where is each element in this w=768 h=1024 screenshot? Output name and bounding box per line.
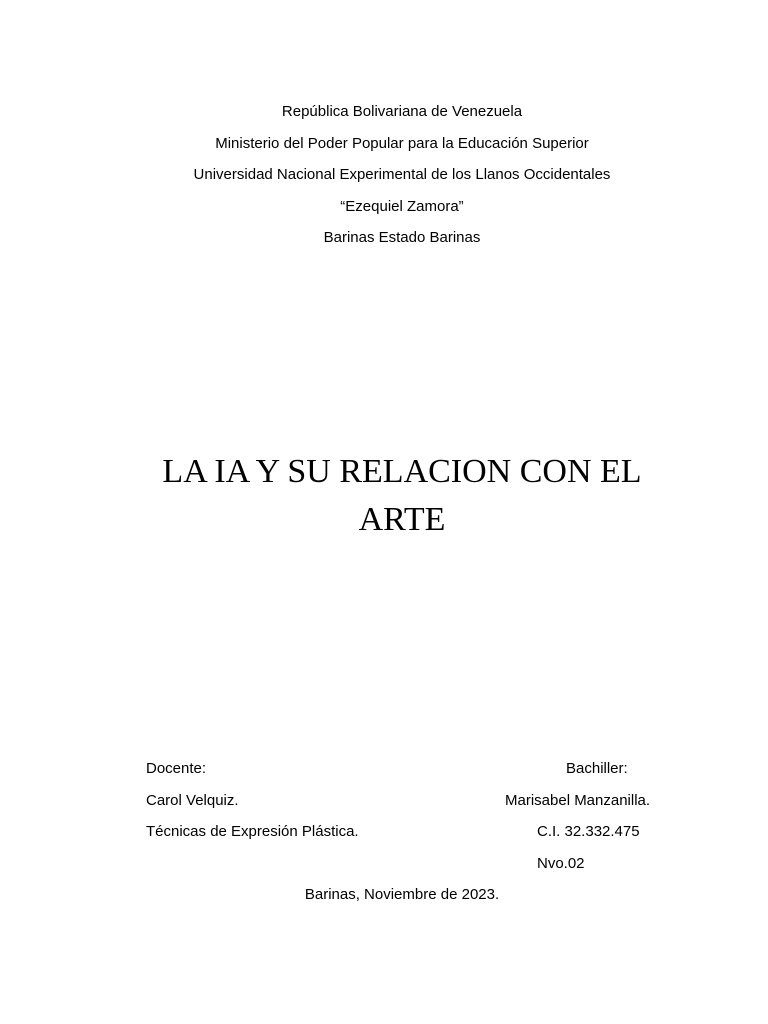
footer-place-date: Barinas, Noviembre de 2023. — [304, 886, 500, 903]
header-location: Barinas Estado Barinas — [323, 229, 481, 246]
teacher-label: Docente: — [146, 760, 207, 777]
document-title — [18, 448, 768, 544]
student-label: Bachiller: — [566, 760, 628, 777]
header-ministry: Ministerio del Poder Popular para la Educación Superior — [215, 135, 589, 152]
student-id: C.I. 32.332.475 — [537, 823, 640, 840]
student-level: Nvo.02 — [537, 855, 585, 872]
header-republic: República Bolivariana de Venezuela — [281, 103, 523, 120]
title-line-1: LA IA Y SU RELACION CON EL — [162, 453, 642, 490]
student-name: Marisabel Manzanilla. — [505, 792, 651, 809]
header-university-name: “Ezequiel Zamora” — [340, 198, 464, 215]
title-line-2: ARTE — [358, 501, 446, 538]
header-university: Universidad Nacional Experimental de los Llanos Occidentales — [193, 166, 611, 183]
teacher-name: Carol Velquiz. — [146, 792, 239, 809]
teacher-subject: Técnicas de Expresión Plástica. — [146, 823, 359, 840]
